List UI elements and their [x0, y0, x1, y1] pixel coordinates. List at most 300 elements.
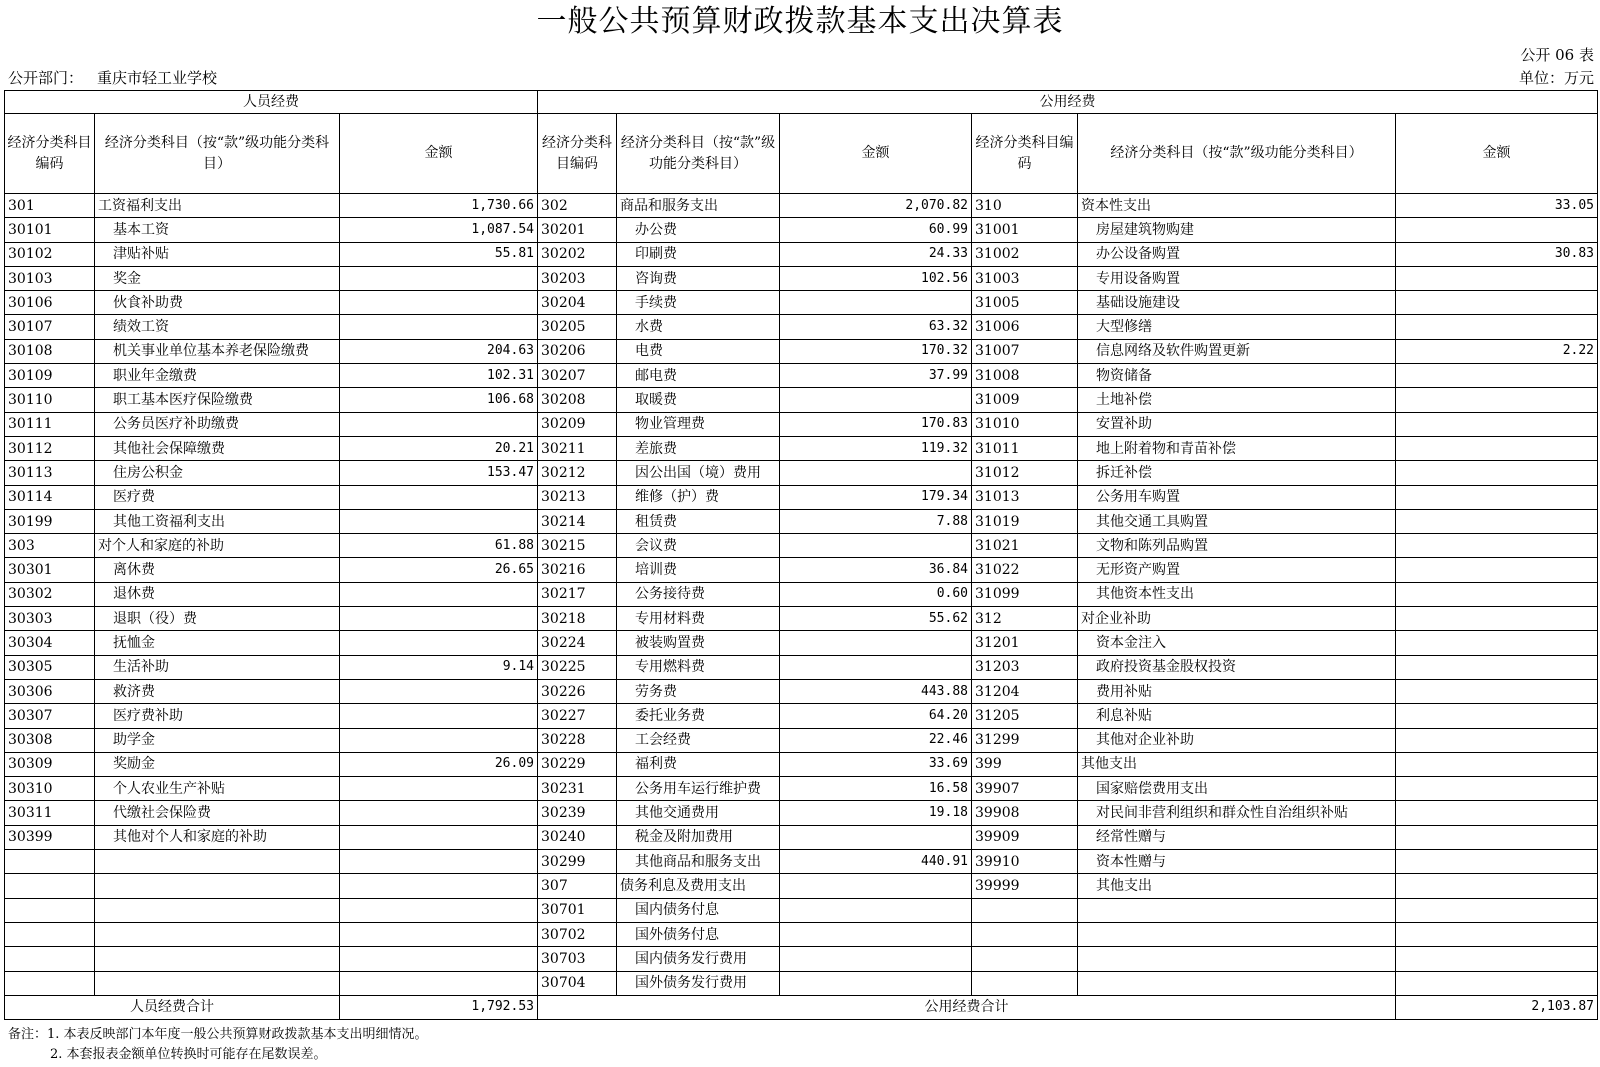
- public-b-code-cell: 31009: [972, 388, 1078, 412]
- form-number: 公开 06 表: [1520, 46, 1594, 64]
- public-b-code-cell: 39909: [972, 825, 1078, 849]
- table-row: [5, 388, 1598, 412]
- public-b-name-cell: 资本性赠与: [1078, 850, 1396, 874]
- table-row: [5, 850, 1598, 874]
- public-b-amount-cell: [1396, 558, 1598, 582]
- table-row: [5, 777, 1598, 801]
- public-b-name-cell: 资本性支出: [1078, 194, 1396, 218]
- public-b-name-cell: 基础设施建设: [1078, 291, 1396, 315]
- table-body: [5, 194, 1598, 996]
- personnel-amount-cell: 102.31: [340, 364, 538, 388]
- public-b-amount-cell: [1396, 607, 1598, 631]
- public-a-amount-cell: 36.84: [780, 558, 972, 582]
- public-a-amount-cell: 179.34: [780, 485, 972, 509]
- header-amount: 金额: [780, 114, 972, 194]
- public-b-amount-cell: [1396, 315, 1598, 339]
- public-b-name-cell: 对企业补助: [1078, 607, 1396, 631]
- public-b-code-cell: 31001: [972, 218, 1078, 242]
- header-code: 经济分类科目编码: [538, 114, 617, 194]
- personnel-name-cell: 职业年金缴费: [95, 364, 340, 388]
- personnel-code-cell: 30113: [5, 461, 95, 485]
- personnel-name-cell: [95, 922, 340, 946]
- public-b-amount-cell: [1396, 631, 1598, 655]
- public-a-amount-cell: [780, 631, 972, 655]
- public-b-amount-cell: [1396, 922, 1598, 946]
- personnel-name-cell: 其他对个人和家庭的补助: [95, 825, 340, 849]
- personnel-code-cell: [5, 898, 95, 922]
- personnel-code-cell: 30199: [5, 509, 95, 533]
- public-b-name-cell: 无形资产购置: [1078, 558, 1396, 582]
- personnel-code-cell: 30305: [5, 655, 95, 679]
- header-amount: 金额: [340, 114, 538, 194]
- public-a-code-cell: 30231: [538, 777, 617, 801]
- public-a-amount-cell: [780, 922, 972, 946]
- public-a-amount-cell: 102.56: [780, 266, 972, 290]
- public-b-code-cell: 31203: [972, 655, 1078, 679]
- personnel-code-cell: 30110: [5, 388, 95, 412]
- public-b-amount-cell: [1396, 509, 1598, 533]
- personnel-name-cell: 奖励金: [95, 752, 340, 776]
- department-value: 重庆市轻工业学校: [97, 69, 218, 87]
- public-a-amount-cell: [780, 461, 972, 485]
- public-a-code-cell: 30702: [538, 922, 617, 946]
- table-row: [5, 461, 1598, 485]
- public-a-code-cell: 30225: [538, 655, 617, 679]
- personnel-code-cell: 30114: [5, 485, 95, 509]
- public-a-name-cell: 债务利息及费用支出: [617, 874, 780, 898]
- public-b-name-cell: 文物和陈列品购置: [1078, 534, 1396, 558]
- public-a-amount-cell: [780, 874, 972, 898]
- personnel-code-cell: 30103: [5, 266, 95, 290]
- table-row: [5, 947, 1598, 971]
- public-a-code-cell: 30239: [538, 801, 617, 825]
- header-amount: 金额: [1396, 114, 1598, 194]
- personnel-name-cell: 机关事业单位基本养老保险缴费: [95, 339, 340, 363]
- public-a-code-cell: 30212: [538, 461, 617, 485]
- public-a-code-cell: 30229: [538, 752, 617, 776]
- personnel-amount-cell: 153.47: [340, 461, 538, 485]
- header-code: 经济分类科目编码: [5, 114, 95, 194]
- public-b-amount-cell: [1396, 898, 1598, 922]
- group-personnel: 人员经费: [5, 91, 538, 114]
- personnel-code-cell: [5, 922, 95, 946]
- public-a-amount-cell: [780, 825, 972, 849]
- public-b-code-cell: 31019: [972, 509, 1078, 533]
- public-a-amount-cell: 7.88: [780, 509, 972, 533]
- personnel-name-cell: 救济费: [95, 679, 340, 703]
- personnel-name-cell: 代缴社会保险费: [95, 801, 340, 825]
- public-a-name-cell: 取暖费: [617, 388, 780, 412]
- personnel-name-cell: 公务员医疗补助缴费: [95, 412, 340, 436]
- public-b-name-cell: 利息补贴: [1078, 704, 1396, 728]
- public-a-name-cell: 其他交通费用: [617, 801, 780, 825]
- header-code: 经济分类科目编码: [972, 114, 1078, 194]
- public-b-name-cell: 办公设备购置: [1078, 242, 1396, 266]
- personnel-code-cell: 30307: [5, 704, 95, 728]
- public-b-name-cell: 信息网络及软件购置更新: [1078, 339, 1396, 363]
- public-b-name-cell: 国家赔偿费用支出: [1078, 777, 1396, 801]
- public-b-code-cell: 31003: [972, 266, 1078, 290]
- public-a-amount-cell: [780, 291, 972, 315]
- public-b-amount-cell: [1396, 679, 1598, 703]
- public-b-name-cell: 土地补偿: [1078, 388, 1396, 412]
- personnel-amount-cell: 55.81: [340, 242, 538, 266]
- personnel-name-cell: 奖金: [95, 266, 340, 290]
- personnel-code-cell: 30310: [5, 777, 95, 801]
- personnel-name-cell: 退职（役）费: [95, 607, 340, 631]
- personnel-name-cell: 离休费: [95, 558, 340, 582]
- public-b-code-cell: 31005: [972, 291, 1078, 315]
- table-row: [5, 436, 1598, 460]
- public-b-code-cell: 399: [972, 752, 1078, 776]
- public-a-amount-cell: 55.62: [780, 607, 972, 631]
- personnel-name-cell: 职工基本医疗保险缴费: [95, 388, 340, 412]
- public-a-code-cell: 30227: [538, 704, 617, 728]
- public-a-code-cell: 30701: [538, 898, 617, 922]
- public-a-code-cell: 30703: [538, 947, 617, 971]
- personnel-name-cell: [95, 947, 340, 971]
- public-b-code-cell: 31011: [972, 436, 1078, 460]
- table-row: [5, 704, 1598, 728]
- public-a-code-cell: 30205: [538, 315, 617, 339]
- personnel-amount-cell: [340, 850, 538, 874]
- table-row: [5, 315, 1598, 339]
- public-a-amount-cell: 170.32: [780, 339, 972, 363]
- personnel-amount-cell: [340, 607, 538, 631]
- public-a-amount-cell: 37.99: [780, 364, 972, 388]
- public-a-name-cell: 专用材料费: [617, 607, 780, 631]
- personnel-amount-cell: [340, 801, 538, 825]
- public-a-code-cell: 30207: [538, 364, 617, 388]
- public-a-name-cell: 国内债务发行费用: [617, 947, 780, 971]
- personnel-amount-cell: [340, 922, 538, 946]
- public-b-code-cell: 31204: [972, 679, 1078, 703]
- public-b-code-cell: 39999: [972, 874, 1078, 898]
- public-b-name-cell: 房屋建筑物购建: [1078, 218, 1396, 242]
- public-a-amount-cell: 19.18: [780, 801, 972, 825]
- public-b-amount-cell: [1396, 655, 1598, 679]
- public-a-amount-cell: [780, 388, 972, 412]
- personnel-amount-cell: 1,087.54: [340, 218, 538, 242]
- public-b-amount-cell: [1396, 218, 1598, 242]
- public-b-code-cell: 31013: [972, 485, 1078, 509]
- personnel-code-cell: 30108: [5, 339, 95, 363]
- public-a-code-cell: 30217: [538, 582, 617, 606]
- personnel-amount-cell: [340, 412, 538, 436]
- public-a-name-cell: 水费: [617, 315, 780, 339]
- unit-label: 单位：万元: [1518, 69, 1594, 87]
- table-row: [5, 339, 1598, 363]
- public-a-name-cell: 维修（护）费: [617, 485, 780, 509]
- public-a-name-cell: 差旅费: [617, 436, 780, 460]
- public-b-name-cell: 其他资本性支出: [1078, 582, 1396, 606]
- personnel-code-cell: 303: [5, 534, 95, 558]
- public-a-code-cell: 30208: [538, 388, 617, 412]
- public-a-amount-cell: 22.46: [780, 728, 972, 752]
- public-b-name-cell: 经常性赠与: [1078, 825, 1396, 849]
- public-b-code-cell: 39907: [972, 777, 1078, 801]
- personnel-code-cell: [5, 850, 95, 874]
- table-row: [5, 242, 1598, 266]
- public-b-code-cell: [972, 971, 1078, 995]
- public-a-code-cell: 30299: [538, 850, 617, 874]
- group-public: 公用经费: [538, 91, 1598, 114]
- public-b-amount-cell: [1396, 485, 1598, 509]
- public-b-code-cell: 31022: [972, 558, 1078, 582]
- public-a-name-cell: 培训费: [617, 558, 780, 582]
- public-b-amount-cell: [1396, 436, 1598, 460]
- public-a-name-cell: 税金及附加费用: [617, 825, 780, 849]
- table-row: [5, 825, 1598, 849]
- public-a-code-cell: 30226: [538, 679, 617, 703]
- public-a-code-cell: 30240: [538, 825, 617, 849]
- public-b-code-cell: 31012: [972, 461, 1078, 485]
- personnel-name-cell: 对个人和家庭的补助: [95, 534, 340, 558]
- table-row: [5, 194, 1598, 218]
- public-a-name-cell: 国外债务发行费用: [617, 971, 780, 995]
- public-a-code-cell: 30215: [538, 534, 617, 558]
- public-b-amount-cell: 30.83: [1396, 242, 1598, 266]
- public-b-name-cell: 对民间非营利组织和群众性自治组织补贴: [1078, 801, 1396, 825]
- personnel-code-cell: 30304: [5, 631, 95, 655]
- personnel-name-cell: [95, 971, 340, 995]
- public-a-amount-cell: 60.99: [780, 218, 972, 242]
- public-b-name-cell: 资本金注入: [1078, 631, 1396, 655]
- table-row: [5, 655, 1598, 679]
- public-a-name-cell: 福利费: [617, 752, 780, 776]
- personnel-name-cell: 其他社会保障缴费: [95, 436, 340, 460]
- personnel-amount-cell: 204.63: [340, 339, 538, 363]
- personnel-code-cell: 30302: [5, 582, 95, 606]
- public-b-amount-cell: [1396, 971, 1598, 995]
- public-a-name-cell: 国外债务付息: [617, 922, 780, 946]
- public-b-code-cell: 31002: [972, 242, 1078, 266]
- public-b-code-cell: [972, 947, 1078, 971]
- personnel-amount-cell: [340, 898, 538, 922]
- personnel-name-cell: 基本工资: [95, 218, 340, 242]
- personnel-amount-cell: [340, 825, 538, 849]
- header-name: 经济分类科目（按“款”级功能分类科目）: [617, 114, 780, 194]
- personnel-amount-cell: [340, 509, 538, 533]
- personnel-code-cell: 30303: [5, 607, 95, 631]
- public-b-name-cell: 公务用车购置: [1078, 485, 1396, 509]
- personnel-name-cell: 住房公积金: [95, 461, 340, 485]
- public-a-name-cell: 租赁费: [617, 509, 780, 533]
- personnel-code-cell: 30111: [5, 412, 95, 436]
- personnel-amount-cell: 9.14: [340, 655, 538, 679]
- table-row: [5, 898, 1598, 922]
- public-b-amount-cell: [1396, 704, 1598, 728]
- table-row: [5, 752, 1598, 776]
- personnel-name-cell: 工资福利支出: [95, 194, 340, 218]
- personnel-name-cell: 抚恤金: [95, 631, 340, 655]
- personnel-amount-cell: 61.88: [340, 534, 538, 558]
- public-a-name-cell: 工会经费: [617, 728, 780, 752]
- public-b-amount-cell: [1396, 777, 1598, 801]
- public-a-amount-cell: [780, 971, 972, 995]
- public-b-code-cell: 31099: [972, 582, 1078, 606]
- public-b-name-cell: 政府投资基金股权投资: [1078, 655, 1396, 679]
- personnel-amount-cell: 1,730.66: [340, 194, 538, 218]
- public-b-name-cell: 其他交通工具购置: [1078, 509, 1396, 533]
- public-b-code-cell: 31205: [972, 704, 1078, 728]
- personnel-amount-cell: [340, 874, 538, 898]
- personnel-name-cell: 伙食补助费: [95, 291, 340, 315]
- public-b-amount-cell: [1396, 461, 1598, 485]
- table-row: [5, 971, 1598, 995]
- department-label: 公开部门：: [8, 69, 84, 87]
- personnel-amount-cell: 26.09: [340, 752, 538, 776]
- public-a-code-cell: 30704: [538, 971, 617, 995]
- public-a-name-cell: 劳务费: [617, 679, 780, 703]
- public-b-name-cell: 其他对企业补助: [1078, 728, 1396, 752]
- personnel-amount-cell: [340, 631, 538, 655]
- personnel-amount-cell: [340, 266, 538, 290]
- personnel-name-cell: 个人农业生产补贴: [95, 777, 340, 801]
- public-b-name-cell: 专用设备购置: [1078, 266, 1396, 290]
- personnel-total-label: 人员经费合计: [5, 995, 340, 1019]
- table-row: [5, 728, 1598, 752]
- personnel-code-cell: 30102: [5, 242, 95, 266]
- public-b-code-cell: 31299: [972, 728, 1078, 752]
- public-b-code-cell: 31201: [972, 631, 1078, 655]
- public-b-name-cell: 费用补贴: [1078, 679, 1396, 703]
- public-a-amount-cell: [780, 898, 972, 922]
- public-a-amount-cell: [780, 947, 972, 971]
- public-a-name-cell: 专用燃料费: [617, 655, 780, 679]
- public-a-name-cell: 国内债务付息: [617, 898, 780, 922]
- table-row: [5, 582, 1598, 606]
- personnel-name-cell: 其他工资福利支出: [95, 509, 340, 533]
- public-b-code-cell: [972, 922, 1078, 946]
- public-a-amount-cell: 170.83: [780, 412, 972, 436]
- public-a-amount-cell: 16.58: [780, 777, 972, 801]
- table-row: [5, 801, 1598, 825]
- public-b-code-cell: 31021: [972, 534, 1078, 558]
- public-a-amount-cell: 443.88: [780, 679, 972, 703]
- public-b-name-cell: 地上附着物和青苗补偿: [1078, 436, 1396, 460]
- personnel-name-cell: 医疗费补助: [95, 704, 340, 728]
- personnel-amount-cell: [340, 947, 538, 971]
- note-2: 2. 本套报表金额单位转换时可能存在尾数误差。: [50, 1047, 327, 1062]
- public-a-amount-cell: 24.33: [780, 242, 972, 266]
- public-a-code-cell: 30224: [538, 631, 617, 655]
- public-b-amount-cell: [1396, 874, 1598, 898]
- public-a-code-cell: 30209: [538, 412, 617, 436]
- personnel-code-cell: 30106: [5, 291, 95, 315]
- table-row: [5, 266, 1598, 290]
- public-a-name-cell: 办公费: [617, 218, 780, 242]
- page-title: 一般公共预算财政拨款基本支出决算表: [536, 4, 1064, 39]
- table-row: [5, 218, 1598, 242]
- personnel-code-cell: [5, 971, 95, 995]
- personnel-code-cell: 301: [5, 194, 95, 218]
- public-a-name-cell: 公务用车运行维护费: [617, 777, 780, 801]
- personnel-name-cell: 生活补助: [95, 655, 340, 679]
- public-b-code-cell: 39908: [972, 801, 1078, 825]
- public-b-amount-cell: [1396, 291, 1598, 315]
- public-a-code-cell: 30211: [538, 436, 617, 460]
- public-a-code-cell: 30216: [538, 558, 617, 582]
- personnel-name-cell: 津贴补贴: [95, 242, 340, 266]
- notes: [8, 1025, 428, 1065]
- public-a-amount-cell: 119.32: [780, 436, 972, 460]
- table-row: [5, 412, 1598, 436]
- public-a-amount-cell: 63.32: [780, 315, 972, 339]
- personnel-name-cell: 医疗费: [95, 485, 340, 509]
- personnel-code-cell: 30399: [5, 825, 95, 849]
- public-b-name-cell: 拆迁补偿: [1078, 461, 1396, 485]
- public-b-name-cell: 其他支出: [1078, 874, 1396, 898]
- personnel-amount-cell: 106.68: [340, 388, 538, 412]
- public-a-name-cell: 其他商品和服务支出: [617, 850, 780, 874]
- personnel-amount-cell: [340, 582, 538, 606]
- public-b-amount-cell: [1396, 582, 1598, 606]
- header-name: 经济分类科目（按“款”级功能分类科目）: [1078, 114, 1396, 194]
- public-b-amount-cell: [1396, 534, 1598, 558]
- public-total-label: 公用经费合计: [538, 995, 1396, 1019]
- public-a-name-cell: 会议费: [617, 534, 780, 558]
- public-b-code-cell: [972, 898, 1078, 922]
- public-a-name-cell: 被装购置费: [617, 631, 780, 655]
- public-a-code-cell: 30206: [538, 339, 617, 363]
- personnel-amount-cell: 20.21: [340, 436, 538, 460]
- public-b-code-cell: 31007: [972, 339, 1078, 363]
- public-b-code-cell: 31008: [972, 364, 1078, 388]
- public-a-name-cell: 物业管理费: [617, 412, 780, 436]
- public-b-name-cell: [1078, 947, 1396, 971]
- public-b-code-cell: 31010: [972, 412, 1078, 436]
- public-b-name-cell: [1078, 971, 1396, 995]
- personnel-amount-cell: [340, 971, 538, 995]
- table-row: [5, 364, 1598, 388]
- public-a-code-cell: 30202: [538, 242, 617, 266]
- public-a-amount-cell: 440.91: [780, 850, 972, 874]
- personnel-amount-cell: [340, 291, 538, 315]
- personnel-amount-cell: [340, 485, 538, 509]
- public-a-name-cell: 电费: [617, 339, 780, 363]
- table-row: [5, 874, 1598, 898]
- public-a-name-cell: 手续费: [617, 291, 780, 315]
- table-row: [5, 558, 1598, 582]
- table-row: [5, 509, 1598, 533]
- personnel-code-cell: [5, 874, 95, 898]
- public-a-code-cell: 30218: [538, 607, 617, 631]
- public-b-code-cell: 31006: [972, 315, 1078, 339]
- public-b-name-cell: [1078, 922, 1396, 946]
- public-a-name-cell: 因公出国（境）费用: [617, 461, 780, 485]
- personnel-code-cell: 30311: [5, 801, 95, 825]
- public-a-code-cell: 307: [538, 874, 617, 898]
- public-b-name-cell: 安置补助: [1078, 412, 1396, 436]
- public-b-code-cell: 39910: [972, 850, 1078, 874]
- personnel-code-cell: 30112: [5, 436, 95, 460]
- personnel-code-cell: 30301: [5, 558, 95, 582]
- public-b-amount-cell: [1396, 947, 1598, 971]
- public-total-value: 2,103.87: [1396, 995, 1598, 1019]
- table-row: [5, 291, 1598, 315]
- public-a-amount-cell: [780, 534, 972, 558]
- table-row: [5, 679, 1598, 703]
- public-b-name-cell: 大型修缮: [1078, 315, 1396, 339]
- public-a-amount-cell: 2,070.82: [780, 194, 972, 218]
- personnel-code-cell: 30109: [5, 364, 95, 388]
- public-b-amount-cell: [1396, 364, 1598, 388]
- public-b-code-cell: 312: [972, 607, 1078, 631]
- public-b-amount-cell: [1396, 388, 1598, 412]
- public-a-name-cell: 咨询费: [617, 266, 780, 290]
- public-b-amount-cell: [1396, 728, 1598, 752]
